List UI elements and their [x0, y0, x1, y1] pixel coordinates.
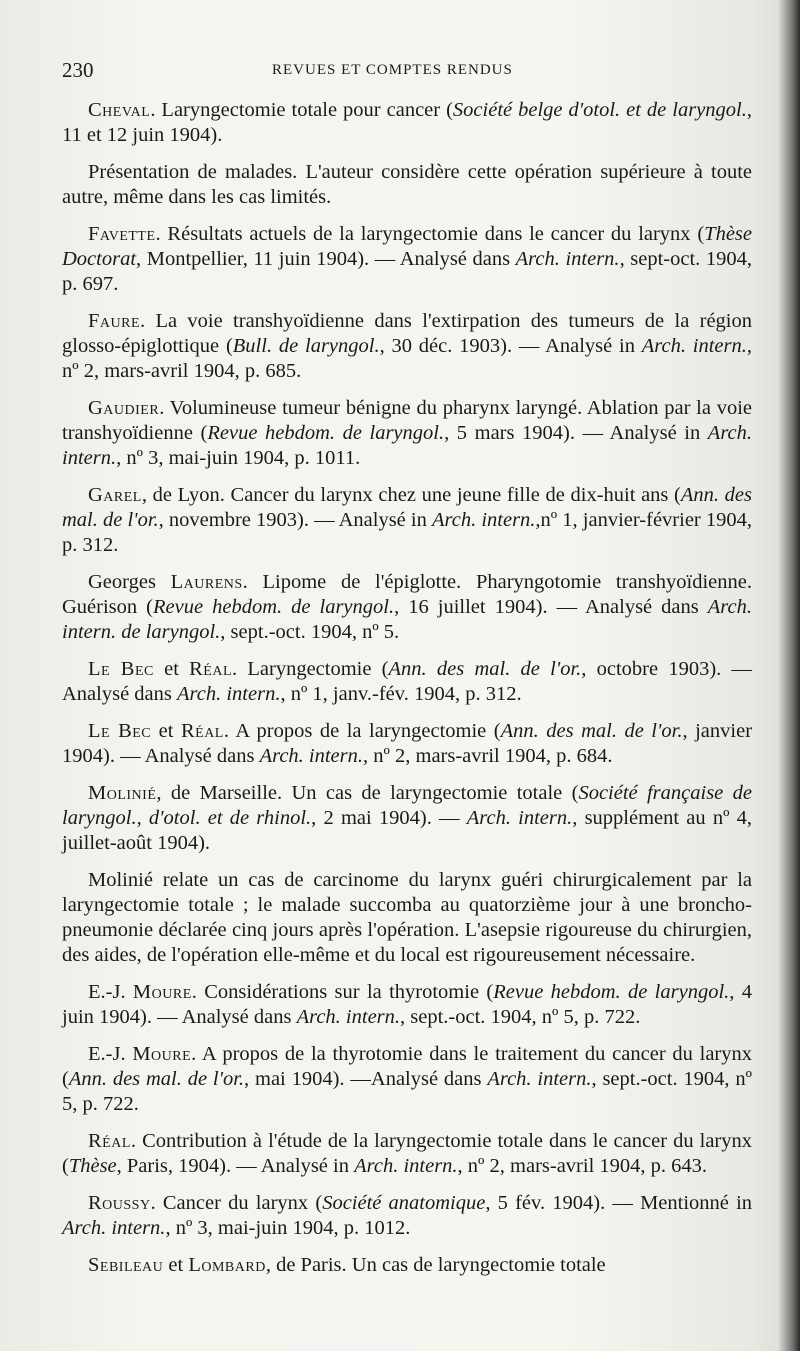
- entry-title: Revue hebdom. de laryngol.: [493, 981, 730, 1003]
- bibliography-entry: [62, 570, 752, 645]
- entry-title: Bull. de laryngol.: [232, 335, 380, 357]
- entry-source: Arch. intern.: [296, 1006, 401, 1028]
- author-name: Lombard: [188, 1254, 266, 1276]
- entry-text: , janvier 1904). — Analysé dans: [62, 720, 753, 767]
- entry-text: , supplément au nº 4, juillet-août 1904).: [62, 807, 753, 854]
- entry-text: , nº 2, mars-avril 1904, p. 684.: [363, 745, 613, 767]
- entry-title: Société anatomique: [322, 1192, 486, 1214]
- entry-text: , mai 1904). —Analysé dans: [244, 1068, 488, 1090]
- entry-text: , 5 fév. 1904). — Mentionné in: [485, 1192, 753, 1214]
- entry-source: Arch. intern.: [354, 1155, 458, 1177]
- author-name: Moure: [132, 981, 192, 1003]
- entry-text: , sept.-oct. 1904, nº 5, p. 722.: [62, 1068, 753, 1115]
- bibliography-entry: [62, 98, 752, 148]
- bibliography-entry: [62, 396, 752, 471]
- author-name: Sebileau: [88, 1254, 164, 1276]
- running-title: REVUES ET COMPTES RENDUS: [272, 62, 513, 78]
- entry-title: Ann. des mal. de l'or.: [500, 720, 683, 742]
- entry-text: , sept.-oct. 1904, nº 5, p. 722.: [400, 1006, 641, 1028]
- entry-text: , 2 mai 1904). —: [311, 807, 467, 829]
- entry-text: . La voie transhyoïdienne dans l'extirpation des tumeurs de la région glosso-épiglottique (: [62, 310, 752, 357]
- page-number: 230: [62, 58, 94, 82]
- bibliography-entry: [62, 1253, 752, 1278]
- entry-text: , nº 3, mai-juin 1904, p. 1012.: [165, 1217, 411, 1239]
- bibliography-entry: [62, 657, 752, 707]
- page-header: [62, 58, 752, 88]
- author-connector: et: [153, 658, 190, 680]
- entry-text: , 11 et 12 juin 1904).: [62, 99, 752, 146]
- entry-text: , de Paris. Un cas de laryngectomie totale: [265, 1254, 606, 1276]
- entry-text: . Volumineuse tumeur bénigne du pharynx laryngé. Ablation par la voie transhyoïdienne (: [62, 397, 752, 444]
- bibliography-entry: [62, 719, 752, 769]
- entry-text: , sept.-oct. 1904, nº 5.: [220, 621, 400, 643]
- bibliography-entry: [62, 222, 752, 297]
- bibliography-entry: [62, 980, 752, 1030]
- page-edge-shadow: [778, 0, 800, 1351]
- bibliography-entry: [62, 483, 752, 558]
- entry-text: , 5 mars 1904). — Analysé in: [444, 422, 708, 444]
- entry-title: Revue hebdom. de laryngol.: [207, 422, 445, 444]
- entry-text: . Résultats actuels de la laryngectomie dans le cancer du larynx (: [155, 223, 705, 245]
- author-name: Laurens: [170, 571, 243, 593]
- entry-text: . Cancer du larynx (: [150, 1192, 323, 1214]
- author-name: Moure: [132, 1043, 192, 1065]
- entry-source: Arch. intern.: [259, 745, 364, 767]
- entry-source: Arch. intern.: [177, 683, 281, 705]
- entry-text: , octobre 1903). — Analysé dans: [62, 658, 753, 705]
- entry-text: . A propos de la thyrotomie dans le traitement du cancer du larynx (: [62, 1043, 753, 1090]
- author-name: Réal: [88, 1130, 131, 1152]
- entry-source: Arch. intern.: [431, 509, 536, 531]
- entry-title: Revue hebdom. de laryngol.: [153, 596, 395, 618]
- entry-text: , Paris, 1904). — Analysé in: [116, 1155, 355, 1177]
- bibliography-entry: [62, 309, 752, 384]
- author-name: Réal: [180, 720, 224, 742]
- entry-source: Arch. intern.: [466, 807, 573, 829]
- author-prefix: E.-J.: [88, 981, 133, 1003]
- author-prefix: E.-J.: [88, 1043, 133, 1065]
- entry-text: , nº 3, mai-juin 1904, p. 1011.: [116, 447, 361, 469]
- entry-text: , nº 1, janv.-fév. 1904, p. 312.: [280, 683, 522, 705]
- entry-source: Arch. intern.: [62, 1217, 166, 1239]
- entry-text: . Lipome de l'épiglotte. Pharyngotomie transhyoïdienne. Guérison (: [62, 571, 752, 618]
- entry-text: . Laryngectomie totale pour cancer (: [150, 99, 453, 121]
- entry-source: Arch. intern.: [641, 335, 747, 357]
- entry-text: , sept-oct. 1904, p. 697.: [62, 248, 753, 295]
- entry-source: Arch. intern.: [62, 422, 753, 469]
- bibliography-entry: [62, 1191, 752, 1241]
- author-name: Réal: [189, 658, 233, 680]
- author-name: Roussy: [88, 1192, 151, 1214]
- entry-text: Présentation de malades. L'auteur considère cette opération supérieure à toute autre, même dans les cas limités.: [62, 161, 752, 208]
- entry-text: . Contribution à l'étude de la laryngectomie totale dans le cancer du larynx (: [62, 1130, 752, 1177]
- entry-text: , de Lyon. Cancer du larynx chez une jeune fille de dix-huit ans (: [141, 484, 681, 506]
- entry-text: , 16 juillet 1904). — Analysé dans: [394, 596, 708, 618]
- entry-text: , Montpellier, 11 juin 1904). — Analysé dans: [136, 248, 516, 270]
- author-prefix: Georges: [88, 571, 171, 593]
- entry-text: , nº 2, mars-avril 1904, p. 685.: [62, 335, 753, 382]
- entry-text: . Laryngectomie (: [232, 658, 389, 680]
- author-name: Faure: [88, 310, 141, 332]
- author-name: Molinié: [88, 782, 157, 804]
- entry-source: Arch. intern.: [515, 248, 620, 270]
- page-body: [62, 98, 752, 1290]
- entry-source: Arch. intern. de laryngol.: [62, 596, 752, 643]
- bibliography-entry: [62, 1042, 752, 1117]
- entry-text: Molinié relate un cas de carcinome du larynx guéri chirurgicalement par la laryngectomie totale ; le malade succomba au quatorzième jour à une broncho-pneumonie déclarée cinq jours après l'opération. L'asepsie rigoureuse du chirurgien, des aides, de l'opération elle-même et du local est rigoureusement nécessaire.: [62, 869, 752, 966]
- author-connector: et: [163, 1254, 189, 1276]
- entry-text: , nº 2, mars-avril 1904, p. 643.: [457, 1155, 708, 1177]
- bibliography-entry: [62, 160, 752, 210]
- entry-title: Thèse: [68, 1155, 117, 1177]
- author-name: Garel: [88, 484, 142, 506]
- entry-text: , 30 déc. 1903). — Analysé in: [379, 335, 642, 357]
- entry-text: . Considérations sur la thyrotomie (: [191, 981, 494, 1003]
- bibliography-entry: [62, 1129, 752, 1179]
- author-name: Le Bec: [88, 658, 154, 680]
- entry-title: Société belge d'otol. et de laryngol.: [452, 99, 747, 121]
- entry-title: Ann. des mal. de l'or.: [388, 658, 582, 680]
- author-name: Gaudier: [88, 397, 160, 419]
- entry-title: Ann. des mal. de l'or.: [62, 484, 752, 531]
- author-connector: et: [151, 720, 181, 742]
- entry-text: , novembre 1903). — Analysé in: [158, 509, 432, 531]
- bibliography-entry: [62, 868, 752, 968]
- author-name: Cheval: [88, 99, 151, 121]
- entry-title: Ann. des mal. de l'or.: [68, 1068, 245, 1090]
- author-name: Favette: [88, 223, 156, 245]
- entry-title: Société française de laryngol., d'otol. et de rhinol.: [62, 782, 752, 829]
- bibliography-entry: [62, 781, 752, 856]
- entry-source: Arch. intern.: [487, 1068, 592, 1090]
- entry-text: ,nº 1, janvier-février 1904, p. 312.: [62, 509, 752, 556]
- entry-text: . A propos de la laryngectomie (: [223, 720, 501, 742]
- author-name: Le Bec: [88, 720, 152, 742]
- entry-text: , de Marseille. Un cas de laryngectomie totale (: [156, 782, 579, 804]
- entry-title: Thèse Doctorat: [62, 223, 752, 270]
- entry-text: , 4 juin 1904). — Analysé dans: [62, 981, 752, 1028]
